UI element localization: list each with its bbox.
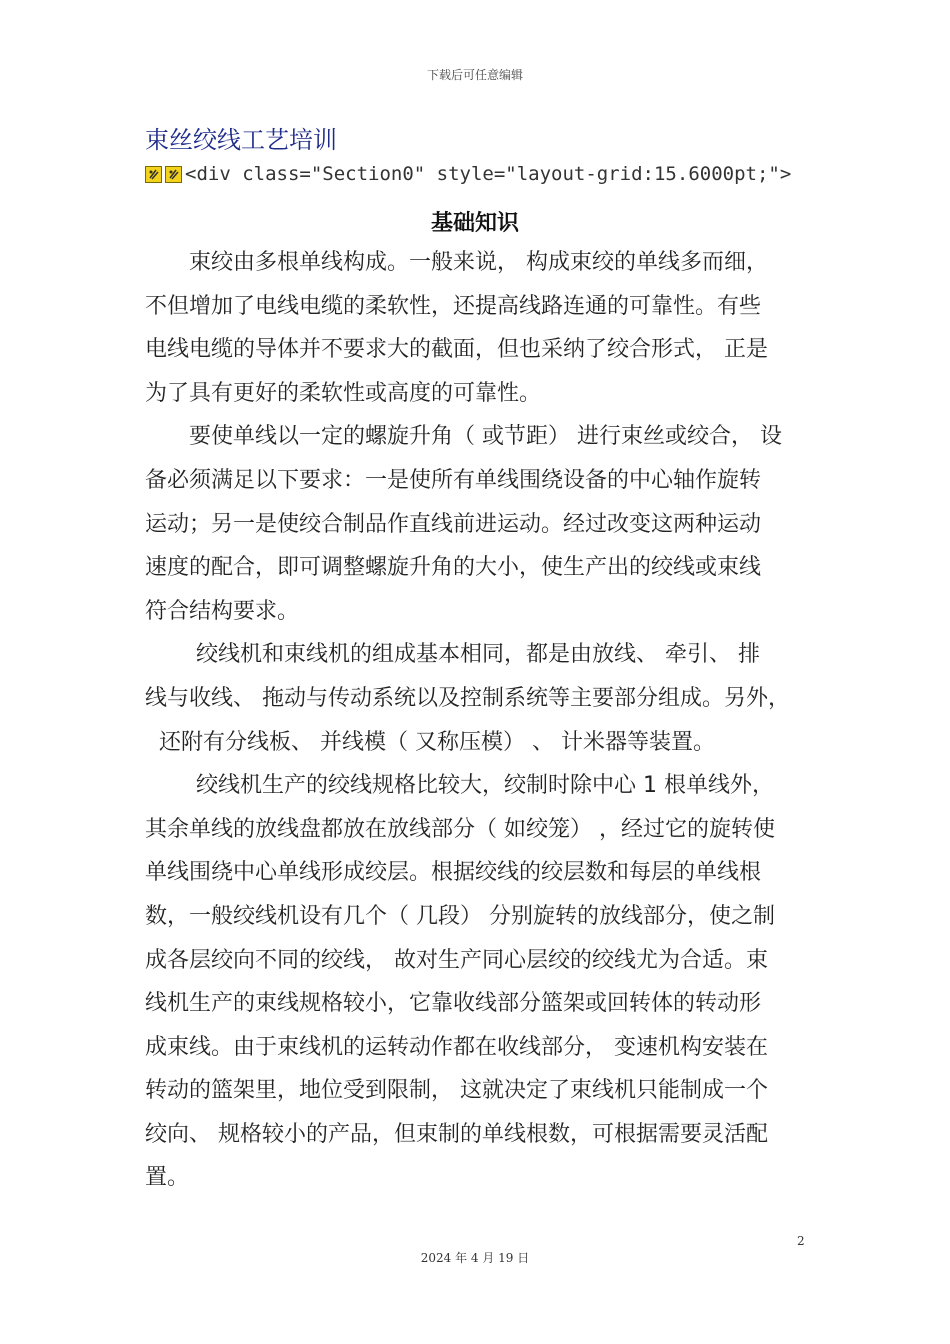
text-line: 备必须满足以下要求：一是使所有单线围绕设备的中心轴作旋转	[145, 467, 762, 493]
text-line: 不但增加了电线电缆的柔软性，还提高线路连通的可靠性。有些	[145, 293, 762, 319]
text-line: 线与收线、 拖动与传动系统以及控制系统等主要部分组成。另外，	[145, 685, 790, 711]
header-note: 下载后可任意编辑	[426, 68, 523, 82]
paragraph	[145, 633, 805, 764]
paragraph	[145, 415, 805, 633]
paragraph	[145, 241, 805, 415]
broken-image-icon	[145, 166, 162, 183]
text-line: 置。	[145, 1165, 190, 1191]
paragraph	[145, 764, 805, 1200]
text-line: 线机生产的束线规格较小，它靠收线部分篮架或回转体的转动形	[145, 991, 762, 1017]
text-line: 绞线机生产的绞线规格比较大，绞制时除中心 1 根单线外，	[145, 773, 774, 799]
text-line: 绞线机和束线机的组成基本相同，都是由放线、 牵引、 排	[145, 642, 760, 668]
text-line: 转动的篮架里，地位受到限制， 这就决定了束线机只能制成一个	[145, 1078, 768, 1104]
page-number: 2	[797, 1234, 805, 1248]
text-line: 为了具有更好的柔软性或高度的可靠性。	[145, 380, 542, 406]
text-line: 速度的配合，即可调整螺旋升角的大小，使生产出的绞线或束线	[145, 555, 762, 581]
code-snippet-line	[145, 163, 791, 185]
text-line: 要使单线以一定的螺旋升角（ 或节距） 进行束丝或绞合， 设	[145, 424, 782, 450]
body-text	[145, 241, 805, 1200]
text-line: 电线电缆的导体并不要求大的截面，但也采纳了绞合形式， 正是	[145, 337, 768, 363]
text-line: 绞向、 规格较小的产品，但束制的单线根数，可根据需要灵活配	[145, 1121, 768, 1147]
code-snippet-text: <div class="Section0" style="layout-grid:15.6000pt;">	[185, 163, 792, 185]
text-line: 还附有分线板、 并线模（ 又称压模） 、 计米器等装置。	[145, 729, 715, 755]
text-line: 束绞由多根单线构成。一般来说， 构成束绞的单线多而细，	[145, 250, 768, 275]
text-line: 数，一般绞线机设有几个（ 几段） 分别旋转的放线部分，使之制	[145, 903, 775, 929]
text-line: 符合结构要求。	[145, 598, 300, 624]
text-line: 运动；另一是使绞合制品作直线前进运动。经过改变这两种运动	[145, 511, 762, 537]
footer-date: 2024 年 4 月 19 日	[420, 1251, 530, 1265]
document-title: 束丝绞线工艺培训	[145, 126, 337, 154]
broken-image-icon	[165, 166, 182, 183]
text-line: 单线围绕中心单线形成绞层。根据绞线的绞层数和每层的单线根	[145, 860, 762, 886]
text-line: 成束线。由于束线机的运转动作都在收线部分， 变速机构安装在	[145, 1034, 768, 1060]
section-heading: 基础知识	[430, 211, 519, 236]
text-line: 其余单线的放线盘都放在放线部分（ 如绞笼） ，经过它的旋转使	[145, 816, 775, 842]
text-line: 成各层绞向不同的绞线， 故对生产同心层绞的绞线尤为合适。束	[145, 947, 768, 973]
